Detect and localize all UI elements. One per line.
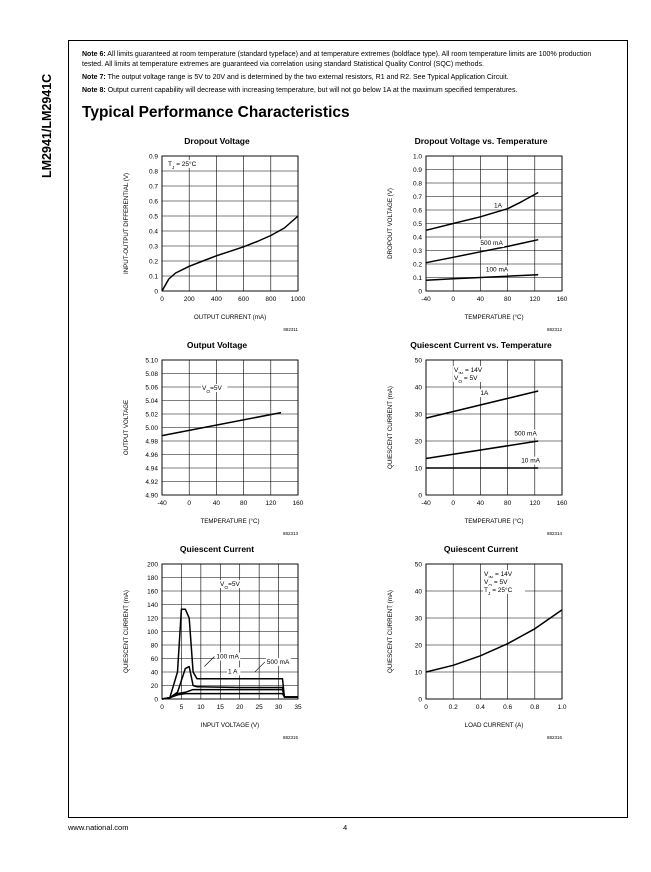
x-tick-label: 80 [503,500,512,507]
grid [426,360,562,495]
chart-title: Dropout Voltage [184,136,250,146]
y-tick-label: 4.92 [145,478,158,486]
x-tick-label: 30 [274,704,283,711]
figure-code: 882312 [546,327,562,332]
chart-quiescent-vs-load-current [376,544,586,744]
side-title [32,38,62,178]
x-axis-label: TEMPERATURE (°C) [464,314,524,321]
y-tick-label: 0.7 [412,193,422,201]
y-tick-label: 80 [150,642,158,650]
x-tick-label: 0 [187,500,192,507]
condition-label: $V_O = 5V$ [454,375,478,385]
series-annotation: 100 mA [485,266,509,274]
y-tick-label: 0.9 [148,153,158,161]
y-tick-label: 100 [147,628,158,636]
y-axis-label: QUIESCENT CURRENT (mA) [387,590,394,673]
chart-output-voltage [112,340,322,540]
series-annotation: 1A [480,390,489,398]
x-tick-label: 120 [529,500,541,507]
x-tick-label: 80 [503,296,512,303]
figure-code: 882314 [546,531,562,536]
y-tick-label: 60 [150,655,158,663]
series-annotation: 500 mA [266,658,290,666]
y-tick-label: 0.8 [412,180,422,188]
x-tick-label: 40 [476,500,485,507]
y-tick-label: 40 [150,669,158,677]
x-axis-label: INPUT VOLTAGE (V) [200,722,260,729]
x-tick-label: 25 [255,704,263,711]
x-tick-label: 0.2 [448,704,458,711]
y-tick-label: 0.3 [148,243,158,251]
y-tick-label: 0.3 [412,247,422,255]
y-axis-label: INPUT-OUTPUT DIFFERENTIAL (V) [123,172,130,275]
x-tick-label: 0 [451,500,456,507]
y-tick-label: 20 [414,438,422,446]
x-tick-label: 1000 [290,296,306,303]
x-tick-label: 35 [294,704,302,711]
y-tick-label: 180 [147,574,158,582]
series-annotation: 1A [494,202,502,210]
x-tick-label: 40 [476,296,485,303]
y-tick-label: 0.4 [148,228,158,236]
x-tick-label: 0 [160,704,164,711]
y-axis-label: DROPOUT VOLTAGE (V) [387,188,394,259]
series-annotation: 10 mA [521,457,540,465]
y-axis-label: OUTPUT VOLTAGE [123,399,130,456]
condition-label: V = 14V [454,367,483,374]
figure-code: 882315 [282,735,298,740]
chart-quiescent-vs-temperature [376,340,586,540]
y-tick-label: 1.0 [412,153,422,161]
y-tick-label: 0 [154,288,158,296]
chart-svg [376,544,586,744]
x-tick-label: 5 [179,704,184,711]
y-tick-label: 140 [147,601,158,609]
chart-svg [112,136,322,336]
x-axis-label: TEMPERATURE (°C) [464,518,524,525]
chart-title: Quiescent Current [179,544,255,554]
figure-code: 882313 [282,531,298,536]
series-annotation: 100 mA [216,653,239,661]
y-tick-label: 40 [414,384,422,392]
x-tick-label: 80 [239,500,248,507]
y-tick-label: 50 [414,357,422,365]
x-tick-label: 20 [236,704,244,711]
plot-frame [426,360,562,495]
series-line [162,413,281,436]
x-tick-label: 40 [212,500,221,507]
y-axis-label: QUIESCENT CURRENT (mA) [123,590,130,673]
y-tick-label: 0 [418,288,422,296]
condition-label: V = 14V [484,571,513,578]
y-tick-label: 20 [414,642,422,650]
grid [162,156,298,291]
plot-frame [162,156,298,291]
page-number: 4 [343,823,348,832]
y-tick-label: 0.6 [412,207,422,215]
x-tick-label: 120 [529,296,541,303]
condition-label: $T_J = 25^\circ C$ [168,161,197,171]
y-tick-label: 5.02 [145,411,158,419]
y-tick-label: 20 [150,682,158,690]
y-tick-label: 5.00 [145,424,158,432]
y-tick-label: 5.04 [145,397,158,405]
grid [162,360,298,495]
y-tick-label: 0.1 [412,274,422,282]
y-tick-label: 5.06 [145,384,158,392]
x-tick-label: 1.0 [557,704,567,711]
y-tick-label: 0.8 [148,168,158,176]
condition-label: $V_O=5V$ [202,385,222,395]
chart-svg [376,340,586,540]
chart-svg [112,340,322,540]
y-tick-label: 120 [147,615,158,623]
x-tick-label: 200 [183,296,195,303]
x-tick-label: 160 [292,500,304,507]
y-tick-label: 0.2 [148,258,158,266]
chart-dropout-voltage [112,136,322,336]
chart-title: Dropout Voltage vs. Temperature [414,136,548,146]
y-tick-label: 4.96 [145,451,158,459]
chart-title: Quiescent Current [443,544,519,554]
y-tick-label: 0.9 [412,166,422,174]
y-tick-label: 4.94 [145,465,158,473]
figure-code: 882316 [546,735,562,740]
y-tick-label: 160 [147,588,158,596]
notes-section [82,50,612,99]
condition-label: V = 5V [484,579,508,586]
x-tick-label: 160 [556,500,568,507]
y-tick-label: 0.5 [412,220,422,228]
series-annotation: 500 mA [480,240,503,248]
condition-label: $V_O=5V$ [220,581,240,591]
y-tick-label: 40 [414,588,422,596]
x-tick-label: -40 [421,500,431,507]
figure-code: 882311 [283,327,298,332]
annotation-leader [255,662,265,672]
y-tick-label: 5.10 [145,357,158,365]
condition-label: $T_J = 25^\circ C$ [484,587,513,597]
series-line [426,610,562,672]
x-tick-label: 0 [451,296,456,303]
footer-url: www.national.com [68,823,129,832]
x-tick-label: -40 [421,296,431,303]
part-number: LM2941/LM2941C [40,73,54,178]
x-tick-label: 15 [216,704,224,711]
y-tick-label: 30 [414,411,422,419]
y-tick-label: 50 [414,561,422,569]
y-tick-label: 30 [414,615,422,623]
x-tick-label: 0 [424,704,428,711]
x-tick-label: 400 [210,296,222,303]
y-axis-label: QUIESCENT CURRENT (mA) [387,386,394,469]
x-tick-label: 0.4 [475,704,485,711]
section-title: Typical Performance Characteristics [82,104,350,121]
chart-quiescent-vs-input-voltage [112,544,322,744]
y-tick-label: 0.5 [148,213,158,221]
chart-title: Quiescent Current vs. Temperature [410,340,552,350]
series-line [162,216,298,291]
note-6: Note 6: All limits guaranteed at room temperature (standard typeface) and at temperature extremes (boldface type). All room temperature limits are 100% production tested. All limits at temperature extremes are guaranteed via correlation using standard Statistical Quality Control (SQC) methods. [82,51,592,68]
x-tick-label: 120 [265,500,277,507]
series-annotation: 1 A [228,668,238,676]
x-tick-label: 0.6 [503,704,513,711]
chart-title: Output Voltage [186,340,248,350]
x-tick-label: 800 [265,296,277,303]
x-axis-label: OUTPUT CURRENT (mA) [193,314,267,321]
y-tick-label: 10 [414,465,422,473]
y-tick-label: 0.1 [148,273,158,281]
y-tick-label: 0.2 [412,261,422,269]
x-axis-label: TEMPERATURE (°C) [200,518,260,525]
x-tick-label: 10 [197,704,205,711]
y-tick-label: 200 [147,561,158,569]
y-tick-label: 5.08 [145,370,158,378]
series-line [426,441,538,459]
annotation-leader [204,657,214,667]
x-tick-label: 0.8 [530,704,540,711]
chart-svg [112,544,322,744]
y-tick-label: 0.6 [148,198,158,206]
y-tick-label: 4.90 [145,492,158,500]
x-axis-label: LOAD CURRENT (A) [464,722,524,729]
series-line [162,694,298,699]
series-annotation: 500 mA [514,430,537,438]
note-7: Note 7: The output voltage range is 5V to 20V and is determined by the two external resistors, R1 and R2. See Typical Application Circuit. [82,74,509,81]
y-tick-label: 0.7 [148,183,158,191]
chart-svg [376,136,586,336]
series-line [426,193,538,231]
x-tick-label: 0 [160,296,164,303]
x-tick-label: 600 [238,296,250,303]
chart-dropout-vs-temperature [376,136,586,336]
y-tick-label: 0 [418,492,422,500]
y-tick-label: 10 [414,669,422,677]
x-tick-label: -40 [157,500,167,507]
y-tick-label: 0 [154,696,158,704]
y-tick-label: 0 [418,696,422,704]
y-tick-label: 4.98 [145,438,158,446]
note-8: Note 8: Output current capability will decrease with increasing temperature, but will not go below 1A at the maximum specified temperatures. [82,87,518,94]
y-tick-label: 0.4 [412,234,422,242]
x-tick-label: 160 [556,296,568,303]
